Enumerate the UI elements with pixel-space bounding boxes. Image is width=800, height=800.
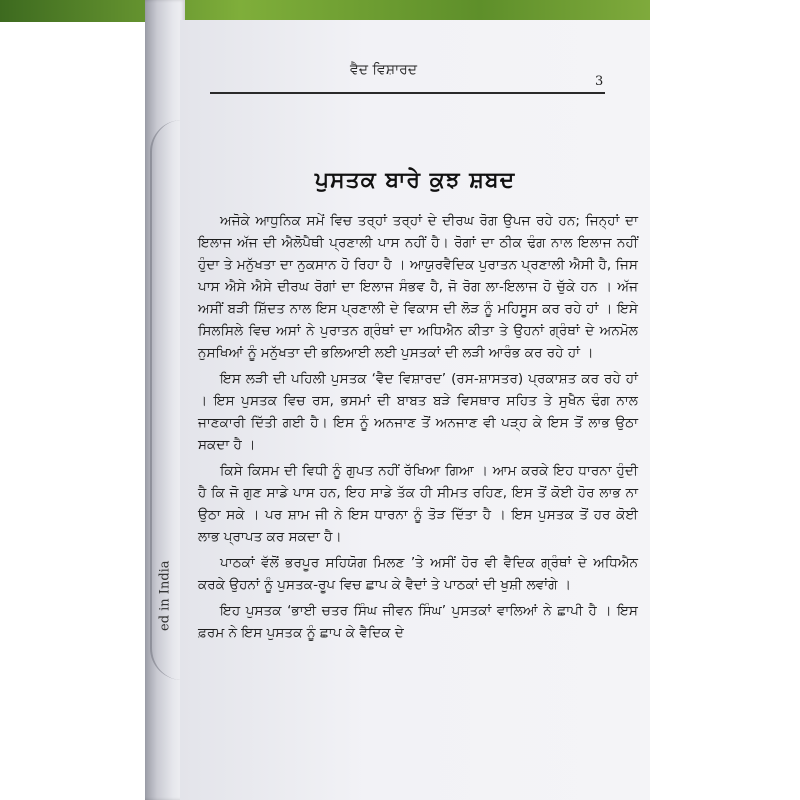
paragraph: ਇਸ ਲੜੀ ਦੀ ਪਹਿਲੀ ਪੁਸਤਕ ‘ਵੈਦ ਵਿਸ਼ਾਰਦ’ (ਰਸ-ਸ਼ਾਸਤਰ) ਪ੍ਰਕਾਸ਼ਤ ਕਰ ਰਹੇ ਹਾਂ । ਇਸ ਪੁਸਤਕ ਵਿਚ ਰਸ, ਭਸਮਾਂ ਦੀ ਬਾਬਤ ਬੜੇ ਵਿਸਥਾਰ ਸਹਿਤ ਤੇ ਸੁਖੈਨ ਢੰਗ ਨਾਲ ਜਾਣਕਾਰੀ ਦਿੱਤੀ ਗਈ ਹੈ। ਇਸ ਨੂੰ ਅਨਜਾਣ ਤੋਂ ਅਨਜਾਣ ਵੀ ਪੜ੍ਹ ਕੇ ਇਸ ਤੋਂ ਲਾਭ ਉਠਾ ਸਕਦਾ ਹੈ । bbox=[198, 371, 638, 453]
background-right bbox=[650, 0, 800, 800]
paragraph: ਪਾਠਕਾਂ ਵੱਲੋਂ ਭਰਪੂਰ ਸਹਿਯੋਗ ਮਿਲਣ ’ਤੇ ਅਸੀਂ ਹੋਰ ਵੀ ਵੈਦਿਕ ਗ੍ਰੰਥਾਂ ਦੇ ਅਧਿਐਨ ਕਰਕੇ ਉਹਨਾਂ ਨੂੰ ਪੁਸਤਕ-ਰੂਪ ਵਿਚ ਛਾਪ ਕੇ ਵੈਦਾਂ ਤੇ ਪਾਠਕਾਂ ਦੀ ਖੁਸ਼ੀ ਲਵਾਂਗੇ । bbox=[198, 555, 638, 593]
body-text bbox=[198, 210, 638, 648]
spine-imprint-text: ed in India bbox=[157, 560, 173, 631]
header-rule bbox=[210, 92, 605, 94]
paragraph: ਕਿਸੇ ਕਿਸਮ ਦੀ ਵਿਧੀ ਨੂੰ ਗੁਪਤ ਨਹੀਂ ਰੱਖਿਆ ਗਿਆ । ਆਮ ਕਰਕੇ ਇਹ ਧਾਰਨਾ ਹੁੰਦੀ ਹੈ ਕਿ ਜੋ ਗੁਣ ਸਾਡੇ ਪਾਸ ਹਨ, ਇਹ ਸਾਡੇ ਤੱਕ ਹੀ ਸੀਮਤ ਰਹਿਣ, ਇਸ ਤੋਂ ਕੋਈ ਹੋਰ ਲਾਭ ਨਾ ਉਠਾ ਸਕੇ । ਪਰ ਸ਼ਾਮ ਜੀ ਨੇ ਇਸ ਧਾਰਨਾ ਨੂੰ ਤੋੜ ਦਿੱਤਾ ਹੈ । ਇਸ ਪੁਸਤਕ ਤੋਂ ਹਰ ਕੋਈ ਲਾਭ ਪ੍ਰਾਪਤ ਕਰ ਸਕਦਾ ਹੈ। bbox=[198, 463, 638, 545]
header-title: ਵੈਦ ਵਿਸ਼ਾਰਦ bbox=[350, 62, 418, 78]
paragraph: ਇਹ ਪੁਸਤਕ ‘ਭਾਈ ਚਤਰ ਸਿੰਘ ਜੀਵਨ ਸਿੰਘ’ ਪੁਸਤਕਾਂ ਵਾਲਿਆਂ ਨੇ ਛਾਪੀ ਹੈ । ਇਸ ਫ਼ਰਮ ਨੇ ਇਸ ਪੁਸਤਕ ਨੂੰ ਛਾਪ ਕੇ ਵੈਦਿਕ ਦੇ bbox=[198, 603, 638, 641]
page-number: 3 bbox=[595, 74, 604, 89]
chapter-heading: ਪੁਸਤਕ ਬਾਰੇ ਕੁਝ ਸ਼ਬਦ bbox=[314, 168, 516, 193]
running-header bbox=[210, 62, 610, 96]
paragraph: ਅਜੋਕੇ ਆਧੁਨਿਕ ਸਮੇਂ ਵਿਚ ਤਰ੍ਹਾਂ ਤਰ੍ਹਾਂ ਦੇ ਦੀਰਘ ਰੋਗ ਉਪਜ ਰਹੇ ਹਨ; ਜਿਨ੍ਹਾਂ ਦਾ ਇਲਾਜ ਅੱਜ ਦੀ ਐਲੋਪੈਥੀ ਪ੍ਰਣਾਲੀ ਪਾਸ ਨਹੀਂ ਹੈ। ਰੋਗਾਂ ਦਾ ਠੀਕ ਢੰਗ ਨਾਲ ਇਲਾਜ ਨਹੀਂ ਹੁੰਦਾ ਤੇ ਮਨੁੱਖਤਾ ਦਾ ਨੁਕਸਾਨ ਹੋ ਰਿਹਾ ਹੈ । ਆਯੁਰਵੈਦਿਕ ਪੁਰਾਤਨ ਪ੍ਰਣਾਲੀ ਐਸੀ ਹੈ, ਜਿਸ ਪਾਸ ਐਸੇ ਐਸੇ ਦੀਰਘ ਰੋਗਾਂ ਦਾ ਇਲਾਜ ਸੰਭਵ ਹੈ, ਜੋ ਰੋਗ ਲਾ-ਇਲਾਜ ਹੋ ਚੁੱਕੇ ਹਨ । ਅੱਜ ਅਸੀਂ ਬੜੀ ਸ਼ਿੱਦਤ ਨਾਲ ਇਸ ਪ੍ਰਣਾਲੀ ਦੇ ਵਿਕਾਸ ਦੀ ਲੋੜ ਨੂੰ ਮਹਿਸੂਸ ਕਰ ਰਹੇ ਹਾਂ । ਇਸੇ ਸਿਲਸਿਲੇ ਵਿਚ ਅਸਾਂ ਨੇ ਪੁਰਾਤਨ ਗ੍ਰੰਥਾਂ ਦਾ ਅਧਿਐਨ ਕੀਤਾ ਤੇ ਉਹਨਾਂ ਗ੍ਰੰਥਾਂ ਦੇ ਅਨਮੋਲ ਨੁਸਖਿਆਂ ਨੂੰ ਮਨੁੱਖਤਾ ਦੀ ਭਲਿਆਈ ਲਈ ਪੁਸਤਕਾਂ ਦੀ ਲੜੀ ਆਰੰਭ ਕਰ ਰਹੇ ਹਾਂ । bbox=[198, 213, 638, 361]
